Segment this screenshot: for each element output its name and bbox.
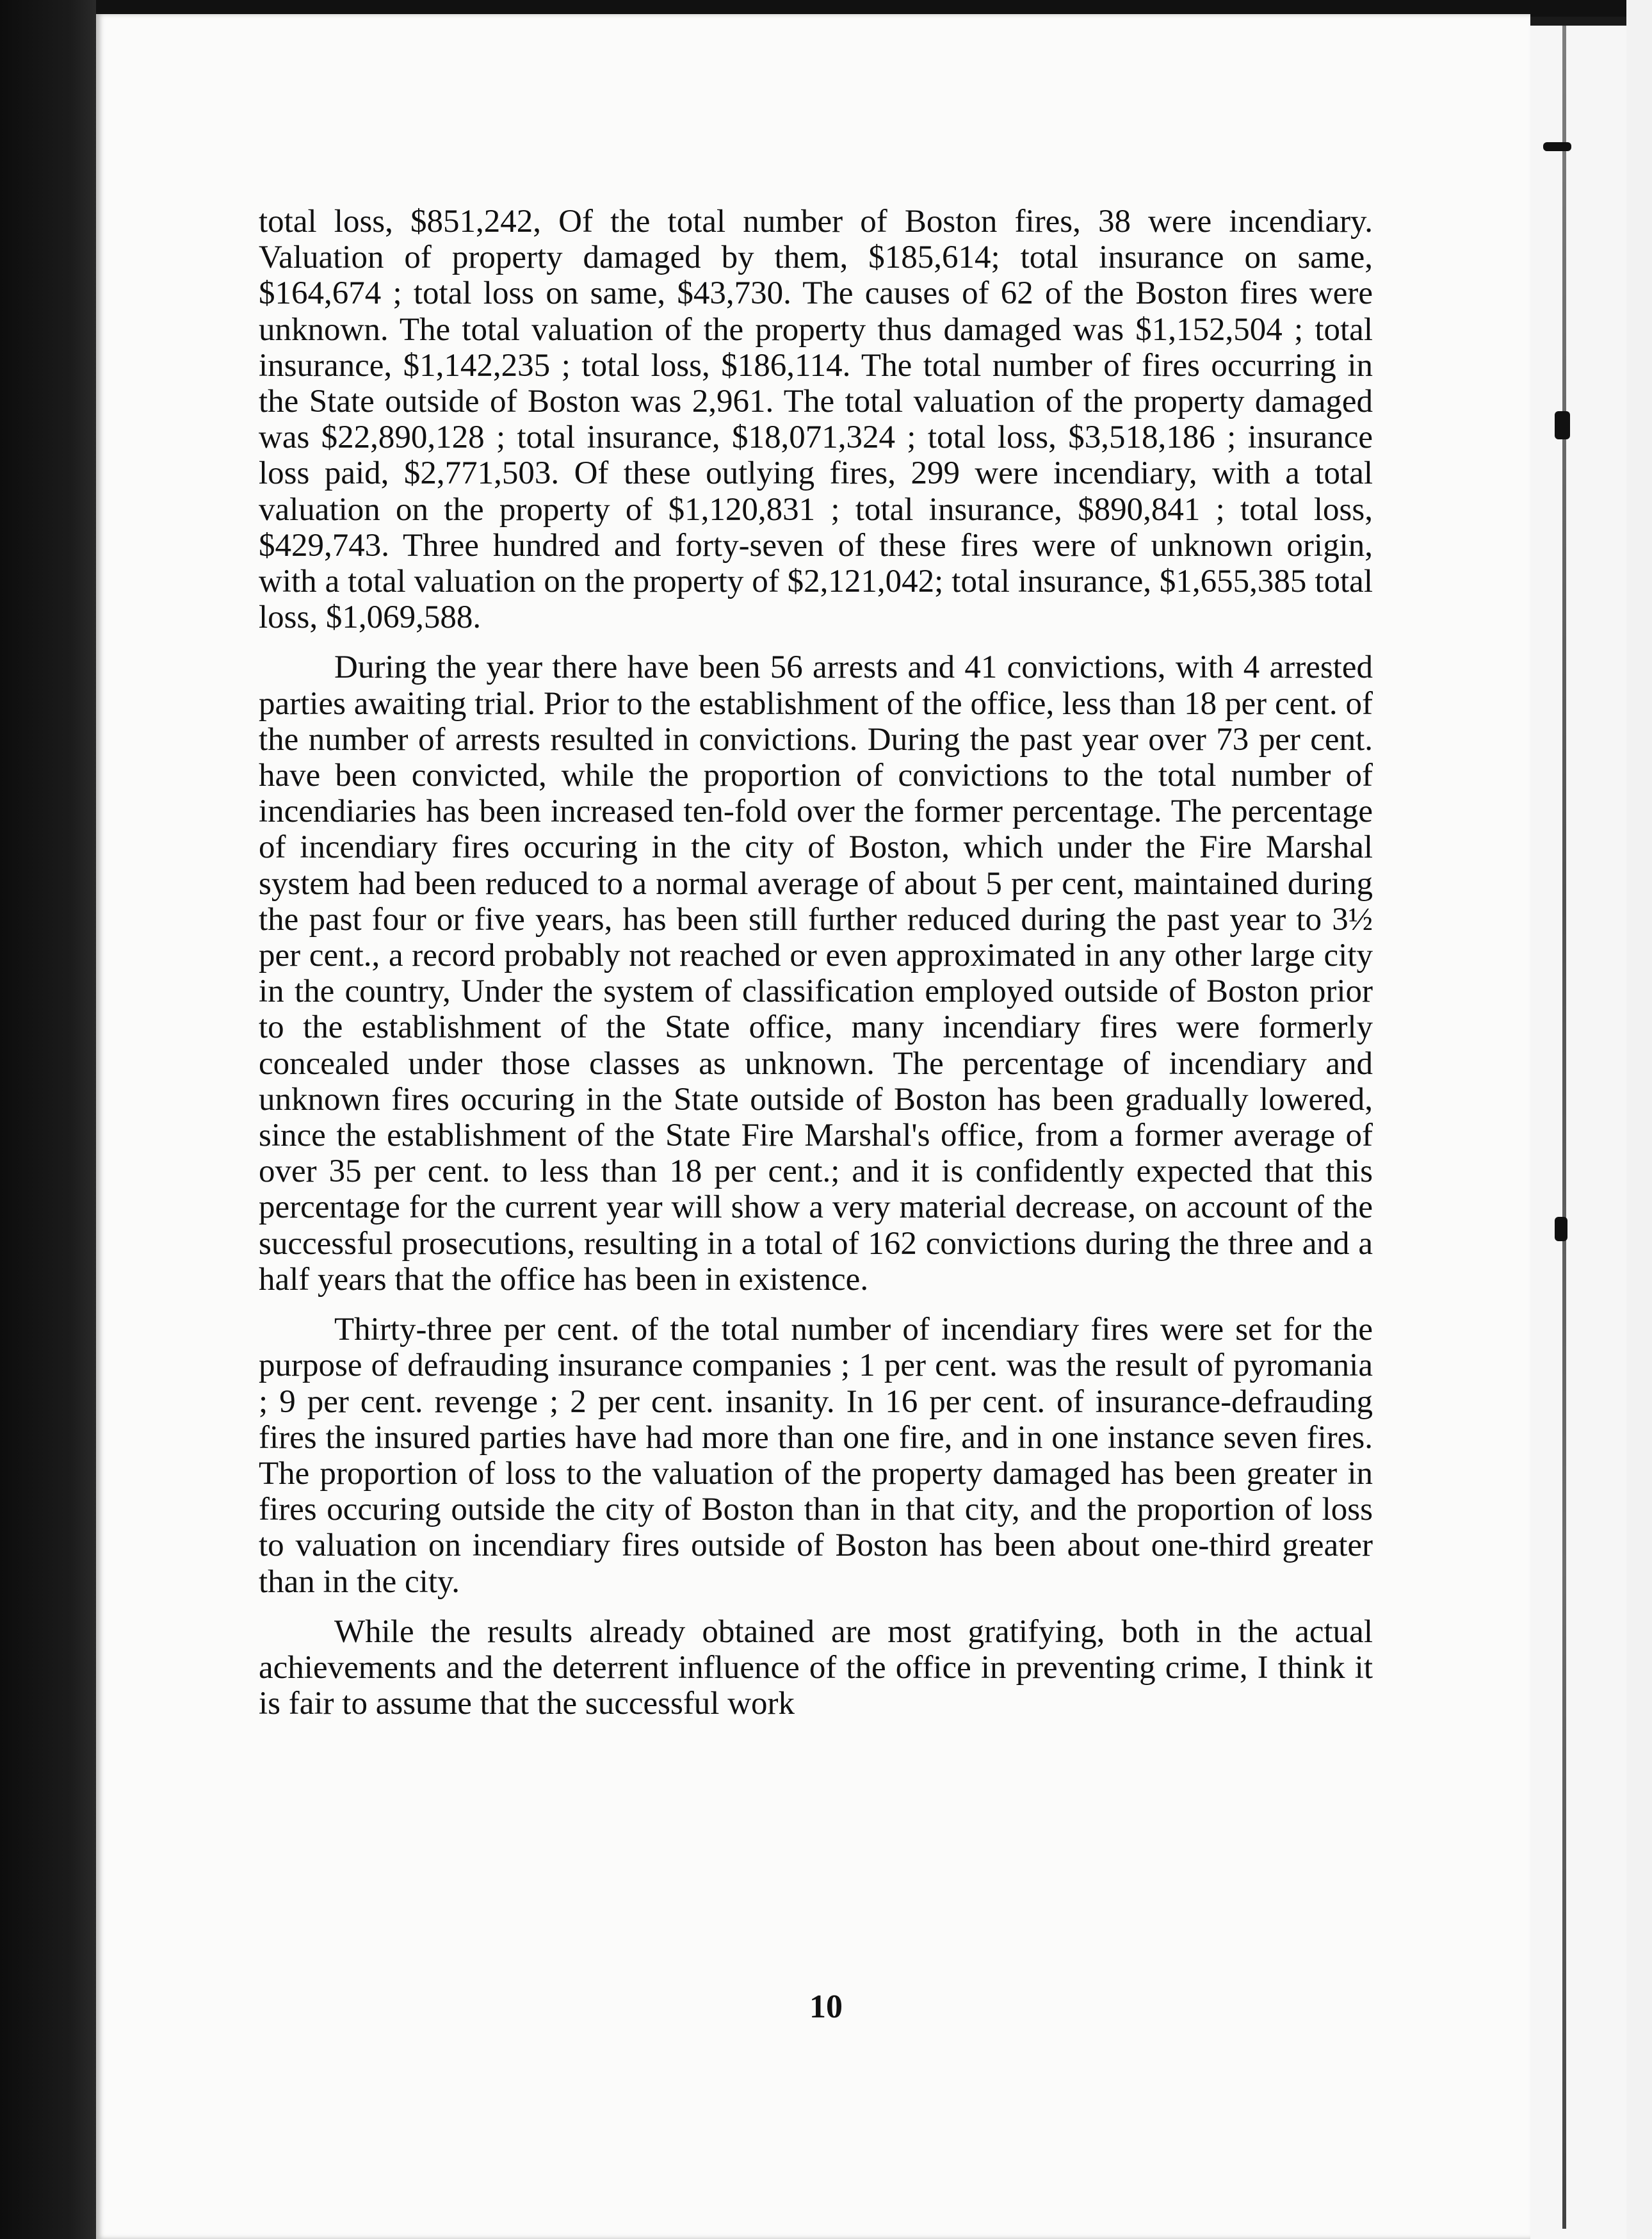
paragraph-2: During the year there have been 56 arrests and 41 convictions, with 4 arrested parties awaiting trial. Prior to the establishment of the office, less than 18 per cent. of the number of arrests resulted in convictions. During the past year over 73 per cent. have been convicted, while the proportion of convictions to the total number of incendiaries has been increased ten-fold over the former percentage. The percentage of incendiary fires occuring in the city of Boston, which under the Fire Marshal system had been reduced to a normal average of about 5 per cent, maintained during the past four or five years, has been still further reduced during the past year to 3½ per cent., a record probably not reached or even approximated in any other large city in the country, Under the system of classification employed outside of Boston prior to the establishment of the State office, many incendiary fires were formerly concealed under those classes as unknown. The percentage of incendiary and unknown fires occuring in the State outside of Boston has been gradually lowered, since the establishment of the State Fire Marshal's office, from a former average of over 35 per cent. to less than 18 per cent.; and it is confidently expected that this percentage for the current year will show a very material decrease, on account of the successful prosecutions, resulting in a total of 162 convictions during the three and a half years that the office has been in existence. [259, 649, 1373, 1298]
scan-edge-left [0, 0, 96, 2239]
page-number: 10 [809, 1989, 843, 2025]
binding-mark-1 [1543, 142, 1571, 151]
body-text [259, 204, 1373, 1722]
binding-mark-3 [1555, 1217, 1567, 1241]
scan-edge-right [1626, 0, 1652, 2239]
binding-mark-2 [1555, 411, 1570, 439]
paragraph-1: total loss, $851,242, Of the total number of Boston fires, 38 were incendiary. Valuation of property damaged by them, $185,614; total insurance on same, $164,674 ; total loss on same, $43,730. The causes of 62 of the Boston fires were unknown. The total valuation of the property thus damaged was $1,152,504 ; total insurance, $1,142,235 ; total loss, $186,114. The total number of fires occurring in the State outside of Boston was 2,961. The total valuation of the property damaged was $22,890,128 ; total insurance, $18,071,324 ; total loss, $3,518,186 ; insurance loss paid, $2,771,503. Of these outlying fires, 299 were incendiary, with a total valuation on the property of $1,120,831 ; total insurance, $890,841 ; total loss, $429,743. Three hundred and forty-seven of these fires were of unknown origin, with a total valuation on the property of $2,121,042; total insurance, $1,655,385 total loss, $1,069,588. [259, 204, 1373, 636]
binding-line [1562, 26, 1566, 2229]
paragraph-4: While the results already obtained are most gratifying, both in the actual achievements and the deterrent influence of the office in preventing crime, I think it is fair to assume that the successful work [259, 1613, 1373, 1722]
paragraph-3: Thirty-three per cent. of the total number of incendiary fires were set for the purpose of defrauding insurance companies ; 1 per cent. was the result of pyromania ; 9 per cent. revenge ; 2 per cent. insanity. In 16 per cent. of insurance-defrauding fires the insured parties have had more than one fire, and in one instance seven fires. The proportion of loss to the valuation of the property damaged has been greater in fires occuring outside the city of Boston than in that city, and the proportion of loss to valuation on incendiary fires outside of Boston has been about one-third greater than in the city. [259, 1312, 1373, 1600]
